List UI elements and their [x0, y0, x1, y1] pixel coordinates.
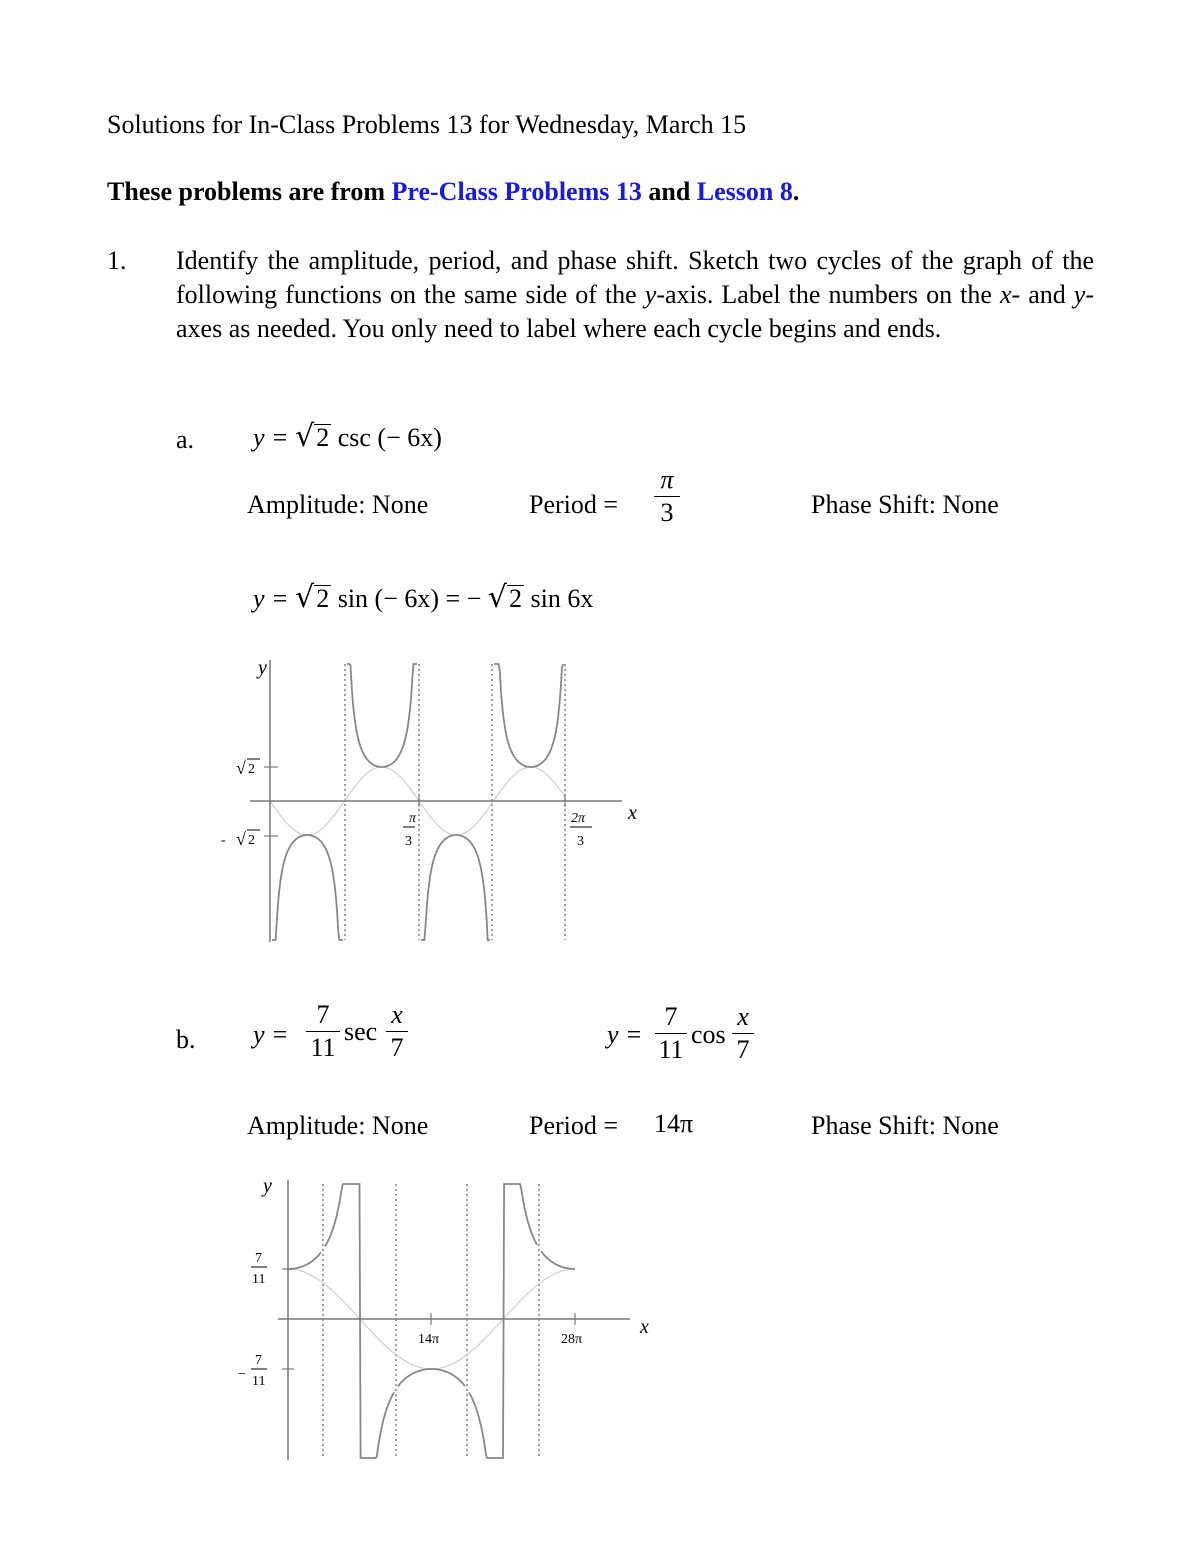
graph-a-ytick-top-label: 2	[248, 762, 255, 777]
part-b-eq2-arg-fraction: x 7	[732, 1003, 754, 1064]
problem-instructions: Identify the amplitude, period, and phase shift. Sketch two cycles of the graph of the following functions on the same side of the y-axis. Label the numbers on the x- and y-axes as needed. You only need to label where each cycle begins and ends.	[176, 246, 1095, 343]
graph-b-ytick-top-num: 7	[255, 1251, 262, 1266]
intro-middle: and	[641, 177, 697, 206]
graph-a-sqrt-icon: √	[236, 758, 246, 778]
part-b-period-value: 14π	[654, 1109, 694, 1138]
graph-a-xtick1-den: 3	[405, 834, 412, 849]
part-a-amplitude: Amplitude: None	[247, 490, 429, 519]
graph-a-xtick1-num: π	[409, 811, 417, 826]
part-b-func: sec	[344, 1017, 378, 1046]
graph-a-ytick-bottom-label: 2	[248, 833, 255, 848]
graph-b-ytick-bottom-den: 11	[252, 1374, 266, 1389]
part-a-phase-shift: Phase Shift: None	[811, 490, 999, 519]
graph-b-y-label: y	[263, 1175, 272, 1197]
graph-b-xtick2-label: 28π	[561, 1332, 583, 1347]
part-a-label: a.	[176, 425, 195, 454]
part-a-reciprocal-equation: y = √2 sin (− 6x) = − √2 sin 6x	[253, 580, 594, 615]
intro-prefix: These problems are from	[107, 177, 392, 206]
reciprocal-branch	[541, 1251, 575, 1269]
part-b-amplitude: Amplitude: None	[247, 1111, 429, 1140]
graph-a-y-label: y	[258, 657, 267, 679]
reciprocal-branch	[325, 1184, 394, 1458]
graph-b-ytick-bottom-sign: −	[238, 1367, 246, 1382]
graph-b-xtick1-label: 14π	[418, 1332, 440, 1347]
reciprocal-branch	[398, 1369, 465, 1386]
sqrt-symbol: √	[295, 580, 315, 615]
pre-class-problems-link[interactable]: Pre-Class Problems 13	[391, 177, 642, 206]
sqrt-symbol: √	[487, 580, 507, 615]
graph-b-ytick-bottom-num: 7	[255, 1353, 262, 1368]
page-title: Solutions for In-Class Problems 13 for Wednesday, March 15	[107, 110, 747, 139]
part-a-period-fraction: π 3	[654, 466, 680, 527]
reciprocal-branch	[288, 1252, 321, 1269]
part-b-eq2-lhs: y =	[607, 1020, 643, 1049]
graph-a-xtick2-den: 3	[577, 834, 584, 849]
graph-a-sqrt-icon: √	[236, 829, 246, 849]
problem-number: 1.	[107, 246, 127, 275]
graph-a-x-label: x	[628, 802, 637, 824]
intro-suffix: .	[792, 177, 800, 206]
part-a-equation: y = √2 csc (− 6x)	[253, 419, 442, 454]
part-b-eq2-coef-fraction: 7 11	[655, 1003, 687, 1064]
sqrt-symbol: √	[295, 419, 315, 454]
graph-b-x-label: x	[640, 1316, 649, 1338]
part-b-phase-shift: Phase Shift: None	[811, 1111, 999, 1140]
part-b-label: b.	[176, 1025, 196, 1054]
part-b-coef-fraction: 7 11	[306, 1001, 340, 1062]
graph-a-xtick2-num: 2π	[571, 811, 586, 826]
part-b-period-label: Period =	[529, 1111, 619, 1140]
part-b-arg-fraction: x 7	[386, 1001, 408, 1062]
graph-a-ytick-bottom-sign: -	[221, 833, 226, 848]
part-b-eq-lhs: y =	[253, 1020, 289, 1049]
radicand: 2	[316, 423, 330, 452]
lesson-link[interactable]: Lesson 8	[696, 177, 793, 206]
part-b-eq2-func: cos	[691, 1020, 726, 1049]
graph-b-ytick-top-den: 11	[252, 1272, 266, 1287]
part-a-period-label: Period =	[529, 490, 619, 519]
reciprocal-branch	[469, 1184, 537, 1458]
